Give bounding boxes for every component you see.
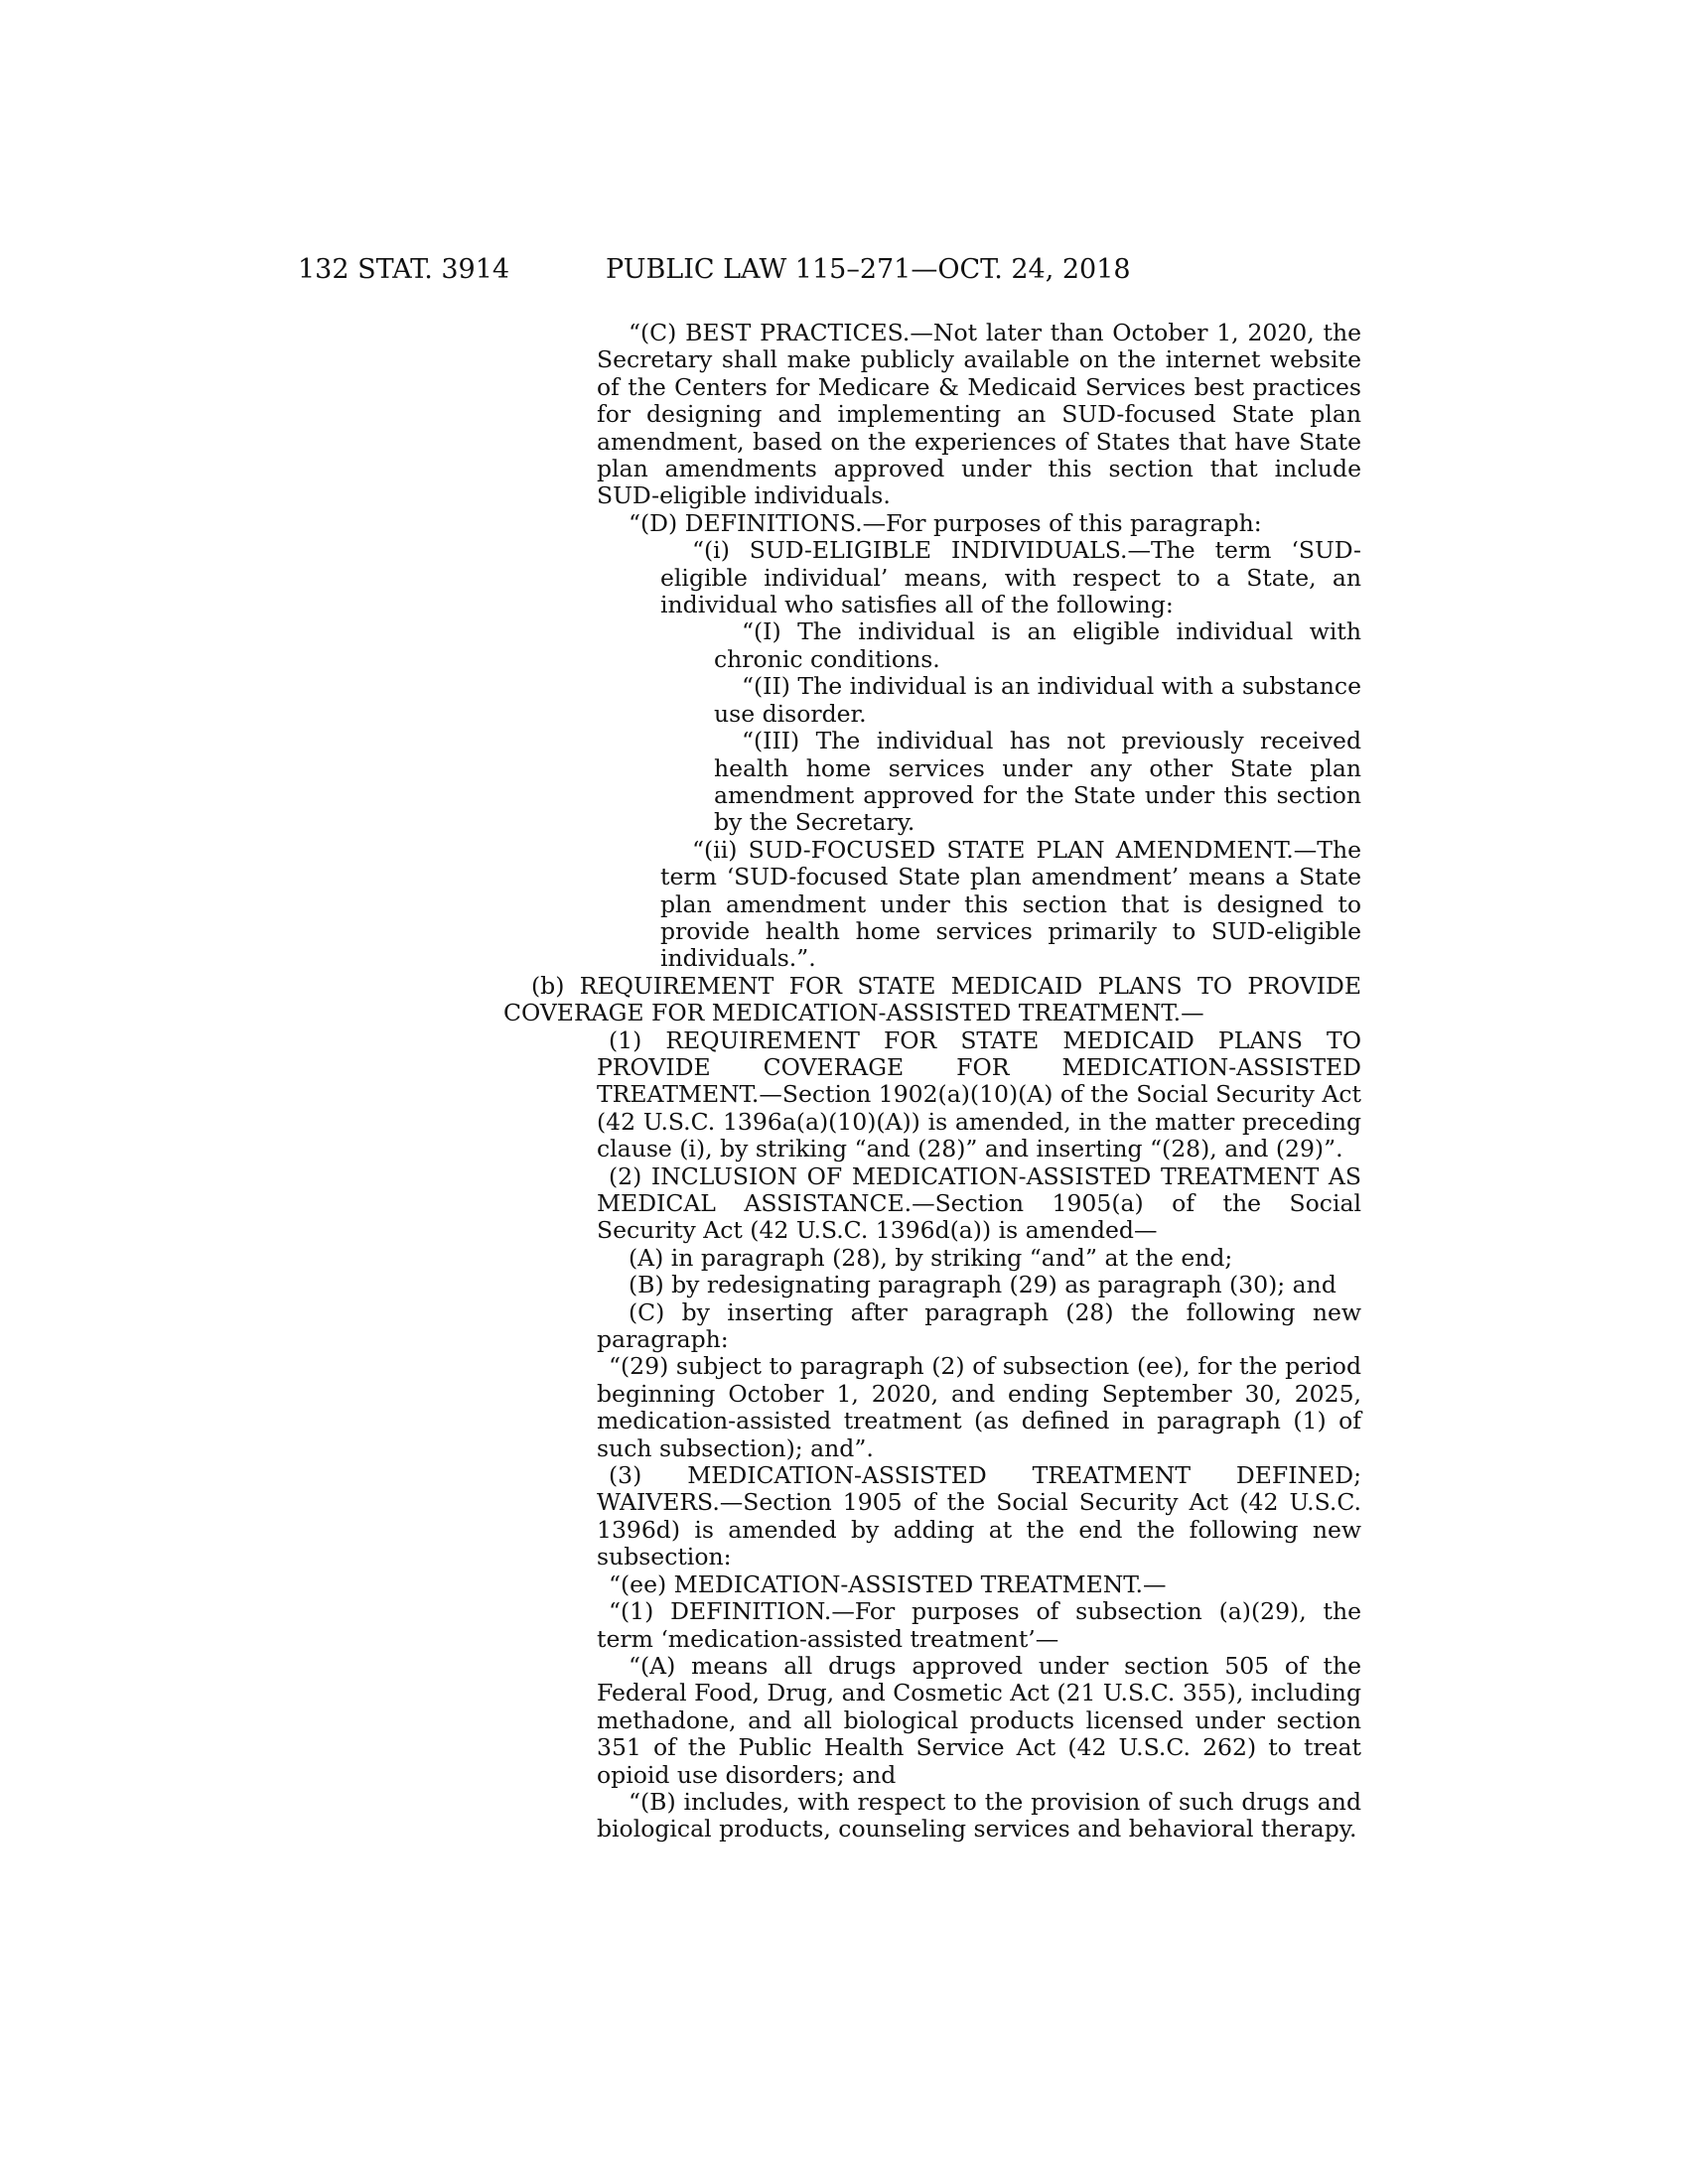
para-ee-heading: “(ee) MEDICATION-ASSISTED TREATMENT.— <box>609 1570 1167 1598</box>
para-b2: (2) INCLUSION OF MEDICATION-ASSISTED TREATMENT AS MEDICAL ASSISTANCE.—Section 1905(a) of the Social Security Act (42 U.S.C. 1396d(a)) is amended— <box>597 1161 1361 1245</box>
para-ee1A: “(A) means all drugs approved under section 505 of the Federal Food, Drug, and Cosmetic Act (21 U.S.C. 355), including methadone, and all biological products licensed under section 351 of the Public Health Service Act (42 U.S.C. 262) to treat opioid use disorders; and <box>597 1651 1361 1789</box>
para-definitions: “(D) DEFINITIONS.—For purposes of this paragraph: <box>629 508 1262 537</box>
para-b2B: (B) by redesignating paragraph (29) as paragraph (30); and <box>629 1271 1336 1299</box>
para-subclause-II: “(II) The individual is an individual with a substance use disorder. <box>714 672 1361 728</box>
para-b2C: (C) by inserting after paragraph (28) the following new paragraph: <box>597 1297 1361 1354</box>
para-b2A: (A) in paragraph (28), by striking “and” at the end; <box>629 1243 1233 1272</box>
para-subclause-III: “(III) The individual has not previously received health home services under any other State plan amendment approved for the State under this section by the Secretary. <box>714 727 1361 837</box>
para-ee1B: “(B) includes, with respect to the provision of such drugs and biological products, counseling services and behavioral therapy. <box>597 1787 1361 1843</box>
para-best-practices: “(C) BEST PRACTICES.—Not later than October 1, 2020, the Secretary shall make publicly available on the internet website of the Centers for Medicare & Medicaid Services best practices for designing and implementing an SUD-focused State plan amendment, based on the experiences of States that have State plan amendments approved under this section that include SUD-eligible individuals. <box>597 319 1361 510</box>
para-29: “(29) subject to paragraph (2) of subsection (ee), for the period beginning October 1, 2020, and ending September 30, 2025, medication-assisted treatment (as defined in paragraph (1) of such subsection); and”. <box>597 1352 1361 1462</box>
para-subsection-b: (b) REQUIREMENT FOR STATE MEDICAID PLANS TO PROVIDE COVERAGE FOR MEDICATION-ASSISTED TREATMENT.— <box>503 971 1361 1027</box>
public-law-title: PUBLIC LAW 115–271—OCT. 24, 2018 <box>606 254 1131 285</box>
statute-text <box>503 319 1361 1843</box>
para-sud-focused-amendment: “(ii) SUD-FOCUSED STATE PLAN AMENDMENT.—The term ‘SUD-focused State plan amendment’ means a State plan amendment under this section that is designed to provide health home services primarily to SUD-eligible individuals.”. <box>660 835 1361 973</box>
para-b1: (1) REQUIREMENT FOR STATE MEDICAID PLANS TO PROVIDE COVERAGE FOR MEDICATION-ASSISTED TREATMENT.—Section 1902(a)(10)(A) of the Social Security Act (42 U.S.C. 1396a(a)(10)(A)) is amended, in the matter preceding clause (i), by striking “and (28)” and inserting “(28), and (29)”. <box>597 1025 1361 1163</box>
page-header <box>0 250 1688 290</box>
para-subclause-I: “(I) The individual is an eligible individual with chronic conditions. <box>714 617 1361 673</box>
statute-page-number: 132 STAT. 3914 <box>298 254 510 285</box>
para-b3: (3) MEDICATION-ASSISTED TREATMENT DEFINED; WAIVERS.—Section 1905 of the Social Security Act (42 U.S.C. 1396d) is amended by adding at the end the following new subsection: <box>597 1461 1361 1571</box>
para-sud-eligible-individuals: “(i) SUD-ELIGIBLE INDIVIDUALS.—The term ‘SUD-eligible individual’ means, with respect to a State, an individual who satisfies all of the following: <box>660 536 1361 619</box>
para-ee1: “(1) DEFINITION.—For purposes of subsection (a)(29), the term ‘medication-assisted treatment’— <box>597 1597 1361 1653</box>
